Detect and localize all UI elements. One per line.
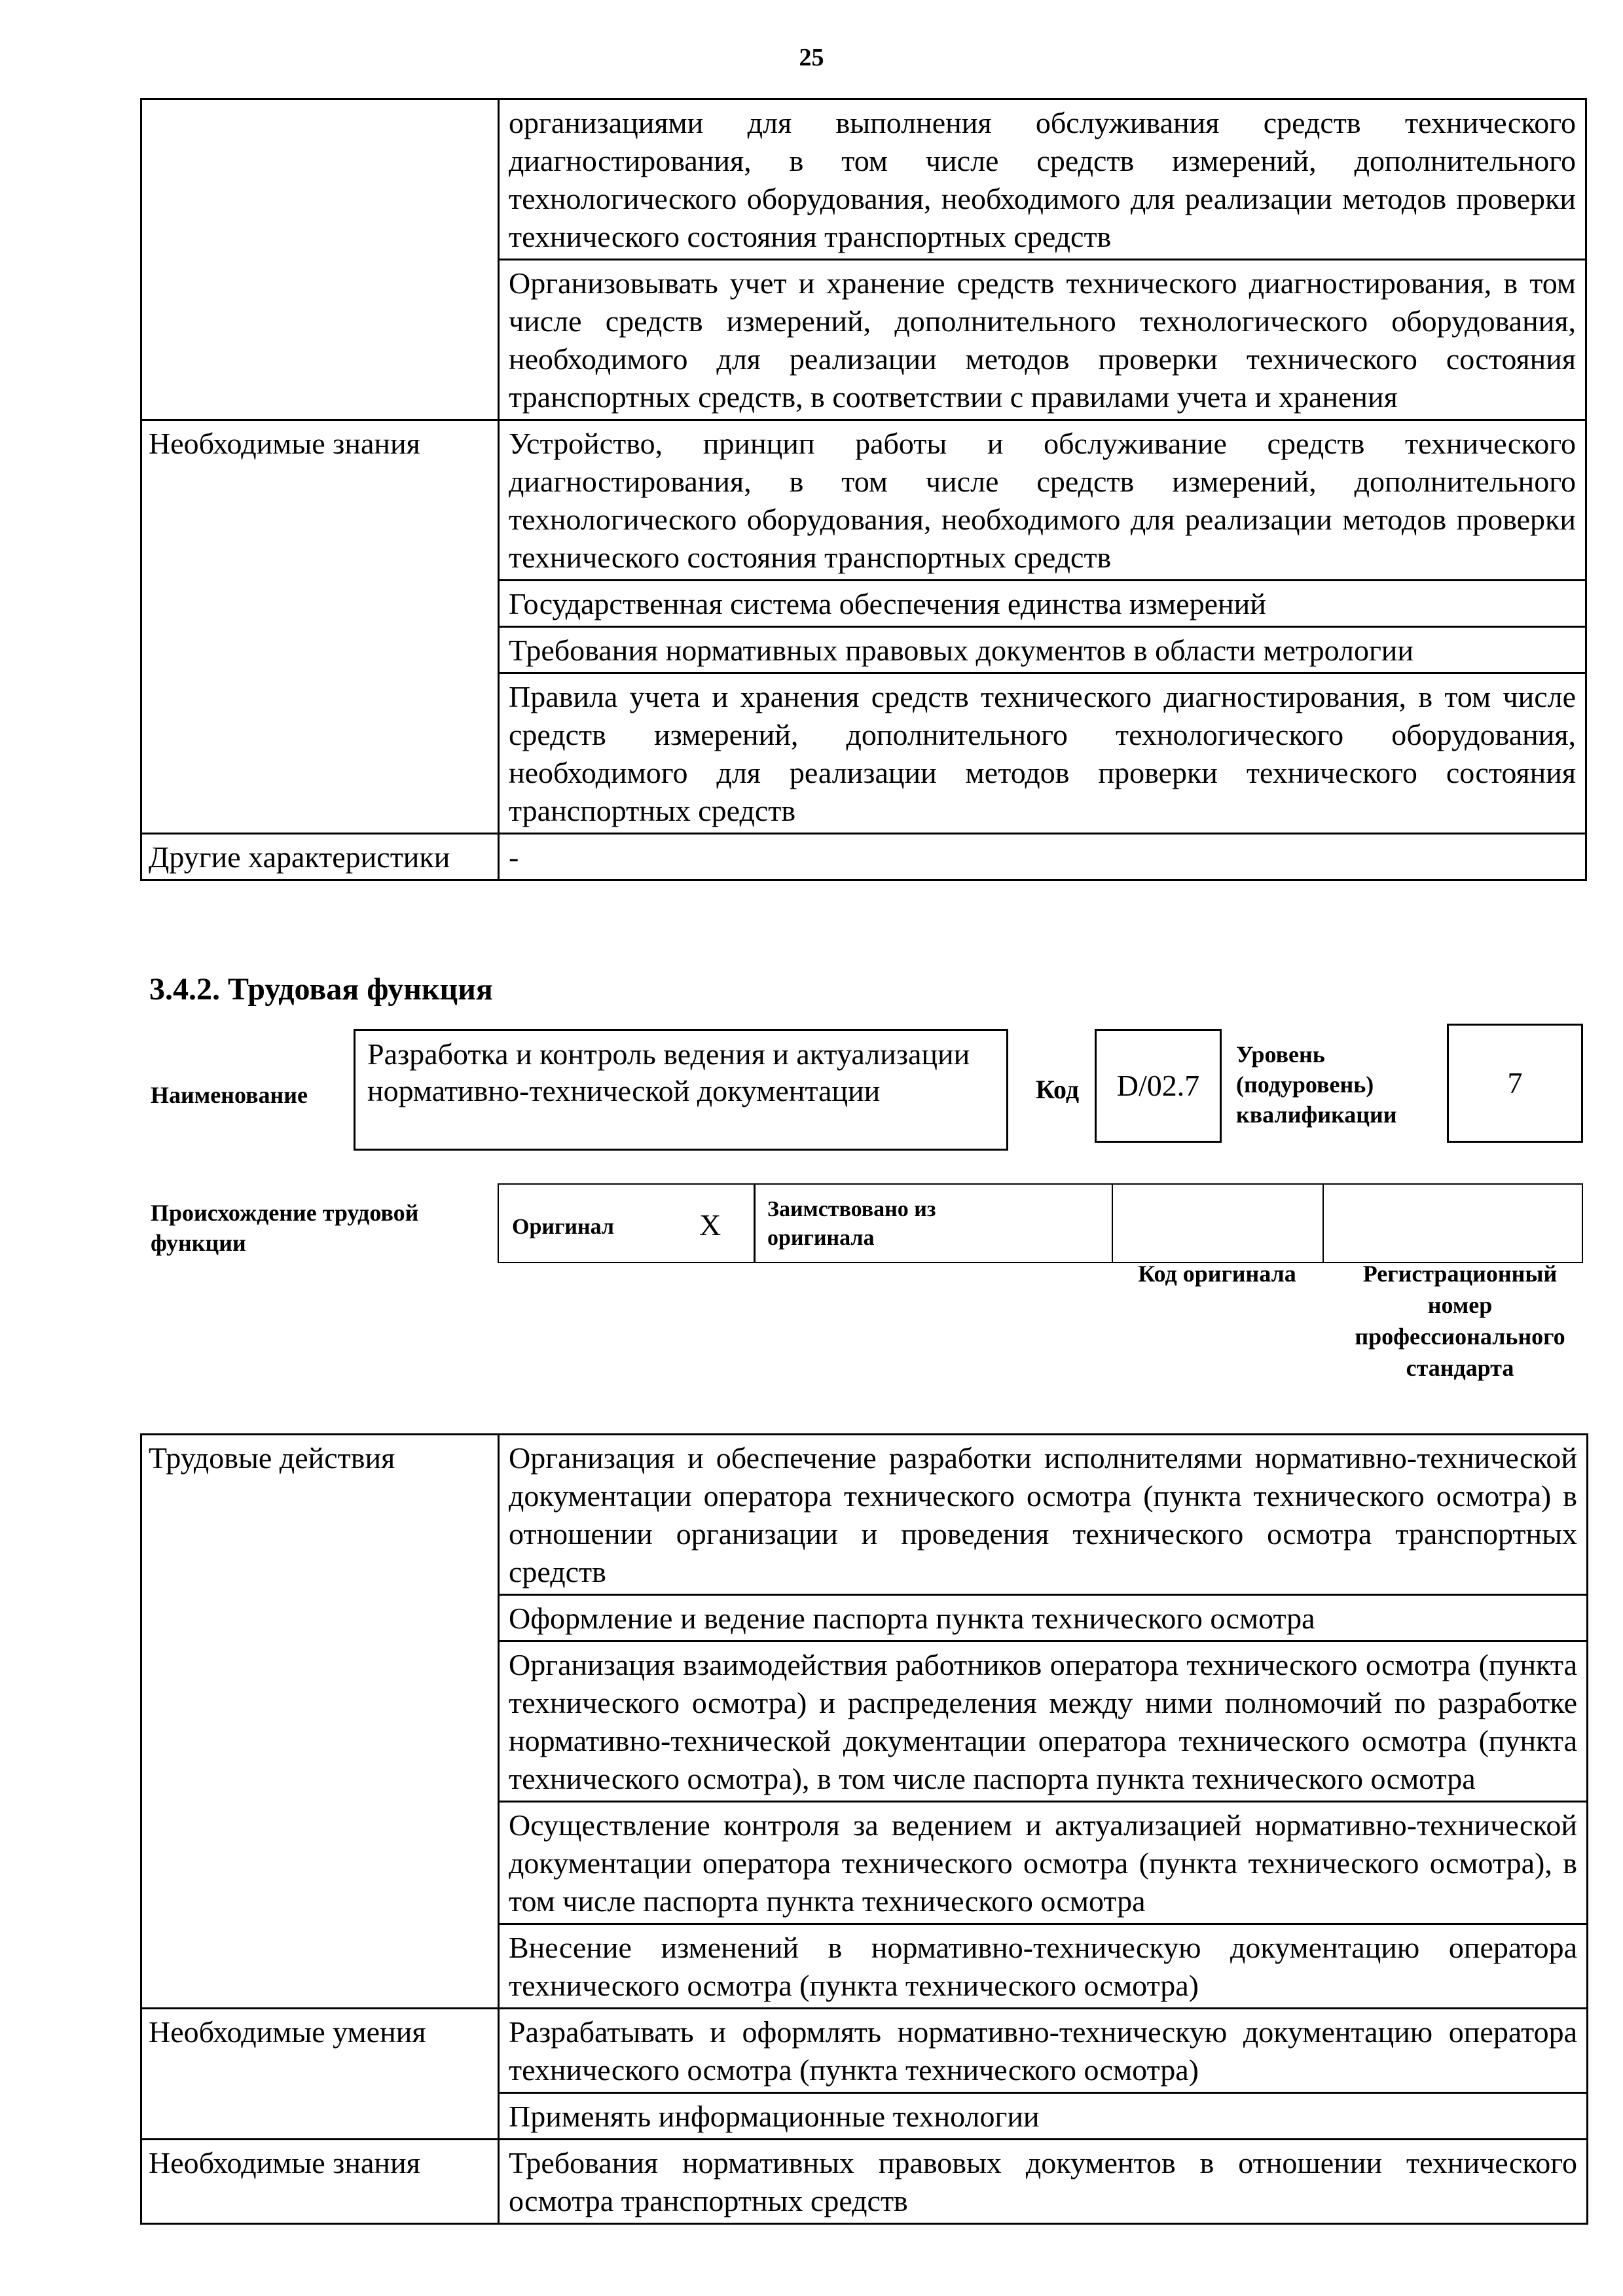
row-label: Необходимые знания (141, 420, 499, 834)
table-cell: Требования нормативных правовых документов в области метрологии (499, 627, 1586, 673)
row-label: Необходимые умения (141, 2009, 499, 2140)
row-label (141, 99, 499, 420)
origin-label: Происхождение трудовой функции (151, 1200, 419, 1256)
function-code: D/02.7 (1116, 1069, 1200, 1102)
table-row (141, 2009, 1588, 2093)
table-row (141, 1435, 1588, 1595)
function-name: Разработка и контроль ведения и актуализации нормативно-технической документации (367, 1037, 970, 1107)
table-row (141, 99, 1586, 260)
table-row (141, 2140, 1588, 2224)
code-original-caption: Код оригинала (1138, 1261, 1296, 1287)
table-cell: Требования нормативных правовых документов в отношении технического осмотра транспортных средств (499, 2140, 1588, 2224)
skills-knowledge-table-continued (140, 98, 1587, 881)
row-label: Необходимые знания (141, 2140, 499, 2224)
table-cell: Применять информационные технологии (499, 2093, 1588, 2140)
function-code-box (1095, 1029, 1222, 1143)
table-cell: Осуществление контроля за ведением и актуализацией нормативно-технической документации оператора технического осмотра (пункта технического осмотра), в том числе паспорта пункта технического осмотра (499, 1802, 1588, 1924)
table-cell: Организовывать учет и хранение средств технического диагностирования, в том числе средств измерений, дополнительного технологического оборудования, необходимого для реализации методов проверки технического состояния транспортных средств, в соответствии с правилами учета и хранения (499, 260, 1586, 420)
original-label: Оригинал (512, 1215, 614, 1239)
borrowed-label: Заимствовано из оригинала (767, 1197, 936, 1250)
table-cell: Правила учета и хранения средств технического диагностирования, в том числе средств измерений, дополнительного технологического оборудования, необходимого для реализации методов проверки технического состояния транспортных средств (499, 673, 1586, 834)
table-cell: Организация и обеспечение разработки исполнителями нормативно-технической документации оператора технического осмотра (пункта технического осмотра) в отношении организации и проведения технического осмотра транспортных средств (499, 1435, 1588, 1595)
table-row (141, 834, 1586, 880)
reg-number-caption: Регистрационный номер профессионального стандарта (1355, 1261, 1565, 1381)
qualification-level: 7 (1507, 1066, 1523, 1100)
function-name-box (354, 1029, 1008, 1151)
table-cell: Организация взаимодействия работников оператора технического осмотра (пункта технического осмотра) и распределения между ними полномочий по разработке нормативно-технической документации оператора технического осмотра (пункта технического осмотра), в том числе паспорта пункта технического осмотра (499, 1641, 1588, 1802)
original-cell (498, 1183, 756, 1263)
row-label: Другие характеристики (141, 834, 499, 880)
name-label: Наименование (151, 1082, 308, 1108)
table-cell: Оформление и ведение паспорта пункта технического осмотра (499, 1595, 1588, 1641)
section-title: 3.4.2. Трудовая функция (149, 972, 493, 1007)
table-cell: Государственная система обеспечения единства измерений (499, 581, 1586, 627)
table-cell: Внесение изменений в нормативно-техническую документацию оператора технического осмотра (пункта технического осмотра) (499, 1924, 1588, 2009)
table-cell: организациями для выполнения обслуживания средств технического диагностирования, в том числе средств измерений, дополнительного технологического оборудования, необходимого для реализации методов проверки технического состояния транспортных средств (499, 99, 1586, 260)
table-cell: Разрабатывать и оформлять нормативно-техническую документацию оператора технического осмотра (пункта технического осмотра) (499, 2009, 1588, 2093)
original-code-cell (1112, 1183, 1324, 1263)
code-label: Код (1036, 1075, 1080, 1104)
table-row (141, 420, 1586, 581)
page-number: 25 (799, 44, 824, 71)
table-cell: - (499, 834, 1586, 880)
level-label: Уровень (подуровень) квалификации (1236, 1041, 1397, 1128)
qualification-level-box (1447, 1024, 1583, 1143)
labor-actions-table (140, 1433, 1588, 2225)
table-cell: Устройство, принцип работы и обслуживание средств технического диагностирования, в том числе средств измерений, дополнительного технологического оборудования, необходимого для реализации методов проверки технического состояния транспортных средств (499, 420, 1586, 581)
row-label: Трудовые действия (141, 1435, 499, 2009)
original-mark: X (699, 1208, 721, 1242)
